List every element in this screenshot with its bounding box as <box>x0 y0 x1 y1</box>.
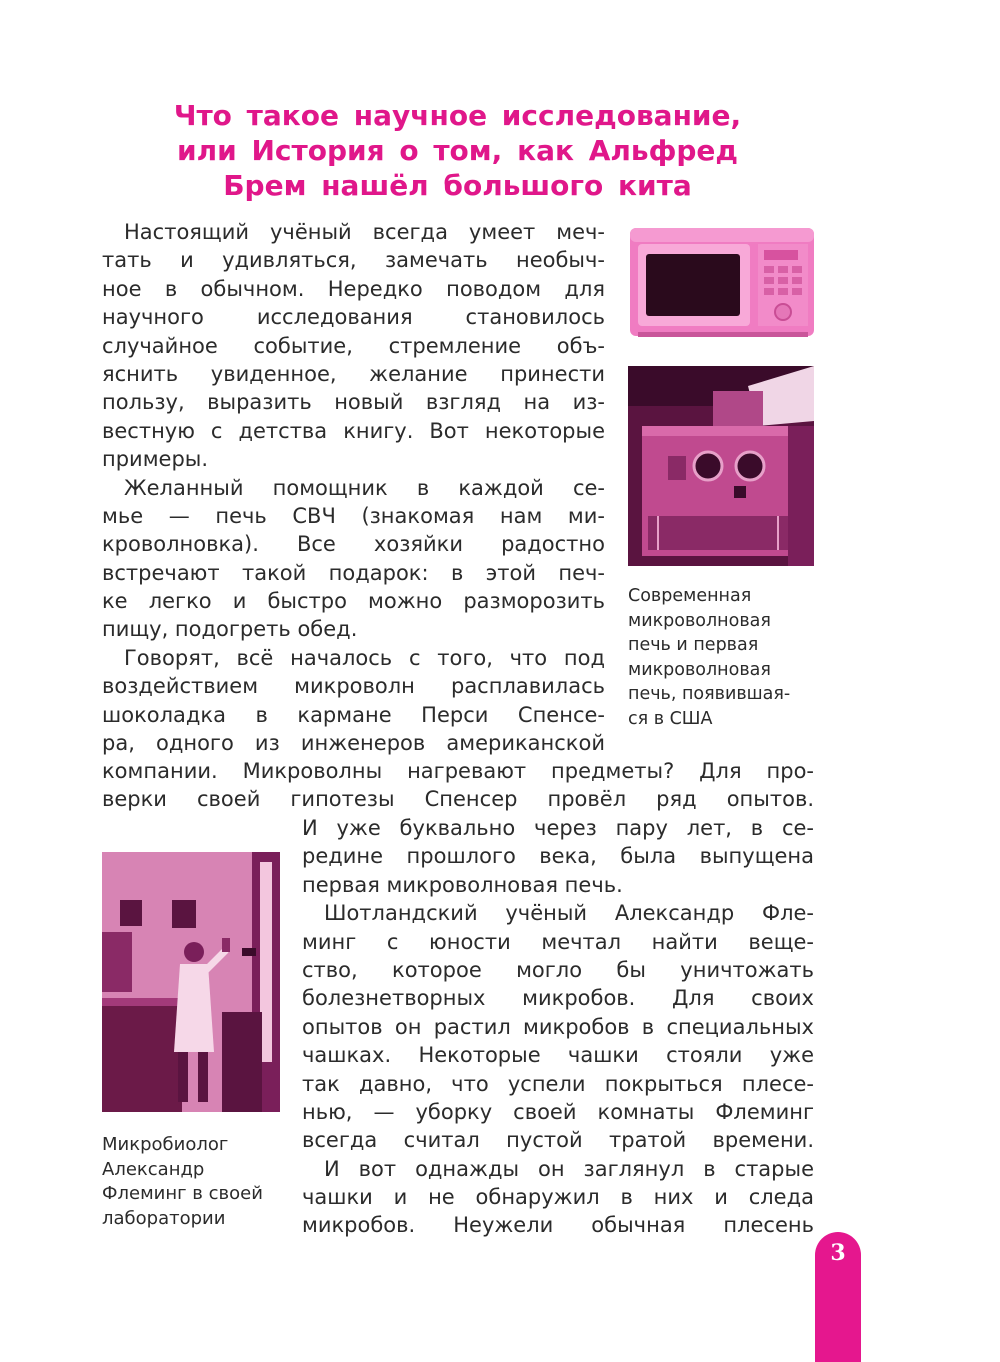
text-line: Желанный помощник в каждой се- <box>124 475 605 500</box>
text-line: примеры. <box>102 447 209 472</box>
caption-line: Александр <box>102 1158 205 1180</box>
title-line: Брем нашёл большого кита <box>223 169 692 202</box>
text-line: ное в обычном. Нередко поводом для <box>102 276 605 301</box>
caption-line: Современная <box>628 586 752 606</box>
page-number: 3 <box>830 1240 846 1266</box>
text-line: встречают такой подарок: в этой печ- <box>102 560 605 585</box>
text-line: редине прошлого века, была выпущена <box>302 844 814 869</box>
text-line: пользу, выразить новый взгляд на из- <box>102 390 605 415</box>
text-line: яснить увиденное, желание принести <box>102 361 605 386</box>
caption-line: Флеминг в своей <box>102 1183 263 1204</box>
text-line: чашки и не обнаружил в них и следа <box>302 1185 814 1210</box>
text-line: кроволновка). Все хозяйки радостно <box>102 532 605 557</box>
text-line: микробов. Неужели обычная плесень <box>302 1213 814 1238</box>
title-line: Что такое научное исследование, <box>173 99 742 132</box>
caption-line: Микробиолог <box>102 1134 229 1155</box>
text-line: мье — печь СВЧ (знакомая нам ми- <box>102 503 605 528</box>
text-line: болезнетворных микробов. Для своих <box>302 986 814 1011</box>
caption-line: ся в США <box>628 708 713 729</box>
text-line: воздействием микроволн расплавилась <box>102 674 605 699</box>
caption-line: микроволновая <box>628 610 771 631</box>
text-line: чашках. Некоторые чашки стояли уже <box>302 1043 814 1068</box>
text-column-bottom <box>302 814 814 1240</box>
caption-line: микроволновая <box>628 659 771 680</box>
caption-line: печь, появившая- <box>628 684 791 704</box>
text-line: пищу, подогреть обед. <box>102 617 358 642</box>
text-line: Шотландский учёный Александр Фле- <box>324 901 814 926</box>
text-line: компании. Микроволны нагревают предметы? Для про- <box>102 759 814 783</box>
chapter-title <box>100 98 815 203</box>
text-line: вестную с детства книгу. Вот некоторые <box>102 418 605 443</box>
text-line: тать и удивляться, замечать необыч- <box>102 248 605 273</box>
fleming-lab-photo <box>102 852 280 1112</box>
text-line: научного исследования становилось <box>102 305 605 330</box>
text-line: всегда считал пустой тратой времени. <box>302 1128 814 1153</box>
text-line: ке легко и быстро можно разморозить <box>102 589 605 614</box>
title-line: или История о том, как Альфред <box>176 134 739 167</box>
text-line: И уже буквально через пару лет, в се- <box>302 816 814 840</box>
text-line: И вот однажды он заглянул в старые <box>324 1156 814 1181</box>
caption-line: печь и первая <box>628 635 759 655</box>
text-line: первая микроволновая печь. <box>302 872 623 897</box>
text-column-top <box>102 218 605 757</box>
caption-line: лаборатории <box>102 1207 226 1229</box>
text-line: опытов он растил микробов в специальных <box>302 1014 814 1039</box>
text-line: шоколадка в кармане Перси Спенсе- <box>102 702 605 727</box>
text-line: так давно, что успели покрыться плесе- <box>302 1071 814 1096</box>
scientist-icon <box>102 852 280 1112</box>
text-column-wide <box>102 757 814 814</box>
first-microwave-photo <box>628 366 814 566</box>
modern-microwave-photo <box>628 224 816 341</box>
fleming-caption <box>102 1133 292 1231</box>
text-line: ра, одного из инженеров американской <box>102 731 605 756</box>
text-line: минг с юности мечтал найти веще- <box>302 929 814 954</box>
vintage-oven-icon <box>628 366 814 566</box>
microwave-icon <box>628 224 816 341</box>
text-line: верки своей гипотезы Спенсер провёл ряд опытов. <box>102 787 814 812</box>
text-line: нью, — уборку своей комнаты Флеминг <box>302 1099 814 1124</box>
microwave-caption <box>628 584 828 731</box>
text-line: случайное событие, стремление объ- <box>102 333 605 358</box>
text-line: ство, которое могло бы уничтожать <box>302 957 814 982</box>
text-line: Настоящий учёный всегда умеет меч- <box>124 220 605 244</box>
text-line: Говорят, всё началось с того, что под <box>124 645 605 670</box>
